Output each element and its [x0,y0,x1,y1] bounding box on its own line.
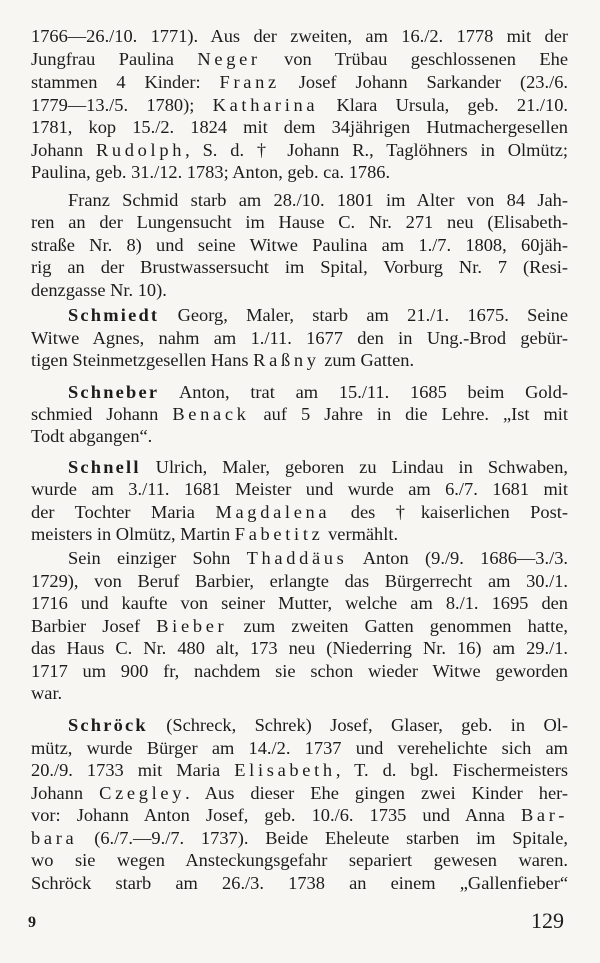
text-run: 1781, kop 15./2. 1824 mit dem 34jährigen Hutmachergesellen [31,117,568,137]
text-run: Johann [31,140,96,160]
spaced-name: Neger [197,49,261,69]
text-run: rig an der Brustwassersucht im Spital, Vorburg Nr. 7 (Resi- [31,257,568,277]
text-run: Witwe Agnes, nahm am 1./11. 1677 den in Ung.-Brod gebür- [31,328,568,348]
spaced-name: Fabetitz [234,524,324,544]
text-run: Anton, trat am 15./11. 1685 beim Gold- [159,382,568,402]
spaced-name: Bieber [156,616,228,636]
text-line [31,234,568,256]
text-run: des †kaiserlichen Post- [330,502,568,522]
text-line [31,782,568,804]
text-line [31,682,568,704]
text-line [31,94,568,116]
text-run: auf 5 Jahre in die Lehre. „Ist mit [249,404,568,424]
text-line [68,304,568,326]
spaced-name: Magdalena [215,502,331,522]
spaced-name: bara [31,828,78,848]
text-run: Paulina, geb. 31./12. 1783; Anton, geb. ca. 1786. [31,162,391,182]
text-run: Schröck starb am 26./3. 1738 an einem „Gallenfieber“ [31,873,568,893]
text-run: Franz Schmid starb am 28./10. 1801 im Alter von 84 Jah- [68,190,568,210]
text-run: stammen 4 Kinder: [31,72,220,92]
text-line [31,570,568,592]
text-run: 1729), von Beruf Barbier, erlangte das Bürgerrecht am 30./1. [31,571,568,591]
text-line [31,615,568,637]
printer-signature-mark: 9 [28,914,36,931]
text-run: vor: Johann Anton Josef, geb. 10./6. 1735 und Anna [31,805,521,825]
spaced-name: Thaddäus [246,548,348,568]
text-line [31,872,568,894]
spaced-name: Rudolph [95,140,186,160]
text-run: ren an der Lungensucht im Hause C. Nr. 271 neu (Elisabeth- [31,212,568,232]
text-line [31,849,568,871]
text-run: straße Nr. 8) und seine Witwe Paulina am 1./7. 1808, 60jäh- [31,235,568,255]
text-run: schmied Johann [31,404,173,424]
spaced-name: Benack [172,404,250,424]
text-run: wurde am 3./11. 1681 Meister und wurde am 6./7. 1681 mit [31,479,568,499]
text-line [31,139,568,161]
text-line [31,48,568,70]
text-line [68,547,568,569]
text-run: 20./9. 1733 mit Maria [31,760,235,780]
spaced-name: Raßny [253,350,320,370]
text-run: , T. d. bgl. Fischermeisters [335,760,568,780]
spaced-name: Katharina [212,95,319,115]
text-run: der Tochter Maria [31,502,216,522]
text-line [31,804,568,826]
text-line [31,71,568,93]
text-run: zum zweiten Gatten genommen hatte, [227,616,568,636]
text-run: Sein einziger Sohn [68,548,247,568]
text-run: vermählt. [323,524,399,544]
text-line [68,456,568,478]
spaced-name: Franz [219,72,280,92]
text-line [31,523,568,545]
text-line [68,189,568,211]
text-line [31,116,568,138]
text-run: tigen Steinmetzgesellen Hans [31,350,254,370]
spaced-name: Elisabeth [234,760,336,780]
text-line [31,759,568,781]
text-run: zum Gatten. [319,350,415,370]
entry-headword: Schnell [68,457,141,477]
text-line [68,381,568,403]
spaced-name: Bar- [520,805,568,825]
text-line [31,256,568,278]
text-line [31,737,568,759]
text-run: mütz, wurde Bürger am 14./2. 1737 und verehelichte sich am [31,738,568,758]
spaced-name: Czegley [99,783,186,803]
page-number: 129 [531,908,564,933]
text-run: denzgasse Nr. 10). [31,280,167,300]
text-run: Josef Johann Sarkander (23./6. [279,72,568,92]
text-line [31,327,568,349]
text-run: wo sie wegen Ansteckungsgefahr separiert gewesen waren. [31,850,568,870]
text-run: (6./7.—9./7. 1737). Beide Eheleute starben im Spitale, [77,828,568,848]
text-run: war. [31,683,63,703]
text-run: das Haus C. Nr. 480 alt, 173 neu (Niederring Nr. 16) am 29./1. [31,638,568,658]
text-line [31,501,568,523]
text-line [31,211,568,233]
text-line [31,637,568,659]
text-line [31,660,568,682]
text-line [31,425,568,447]
text-line [31,349,568,371]
text-line [31,827,568,849]
text-run: , S. d. † Johann R., Taglöhners in Olmütz; [185,140,569,160]
text-line [31,403,568,425]
entry-headword: Schröck [68,715,148,735]
text-run: . Aus dieser Ehe gingen zwei Kinder her- [185,783,569,803]
text-line [31,279,568,301]
text-run: Anton (9./9. 1686—3./3. [347,548,568,568]
text-run: 1717 um 900 fr, nachdem sie schon wieder Witwe geworden [31,661,568,681]
text-line [31,478,568,500]
text-run: 1716 und kaufte von seiner Mutter, welche am 8./1. 1695 den [31,593,568,613]
text-run: 1766—26./10. 1771). Aus der zweiten, am 16./2. 1778 mit der [31,26,568,46]
text-line [68,714,568,736]
text-run: Ulrich, Maler, geboren zu Lindau in Schwaben, [140,457,568,477]
text-run: von Trübau geschlossenen Ehe [260,49,568,69]
text-run: Georg, Maler, starb am 21./1. 1675. Seine [159,305,568,325]
text-line [31,161,568,183]
text-run: Klara Ursula, geb. 21./10. [318,95,568,115]
text-run: 1779—13./5. 1780); [31,95,213,115]
text-run: Todt abgangen“. [31,426,153,446]
text-run: Barbier Josef [31,616,157,636]
text-run: (Schreck, Schrek) Josef, Glaser, geb. in Ol- [147,715,568,735]
entry-headword: Schmiedt [68,305,160,325]
entry-headword: Schneber [68,382,160,402]
text-line [31,592,568,614]
text-line [31,25,568,47]
text-run: Jungfrau Paulina [31,49,198,69]
text-run: Johann [31,783,100,803]
text-run: meisters in Olmütz, Martin [31,524,235,544]
